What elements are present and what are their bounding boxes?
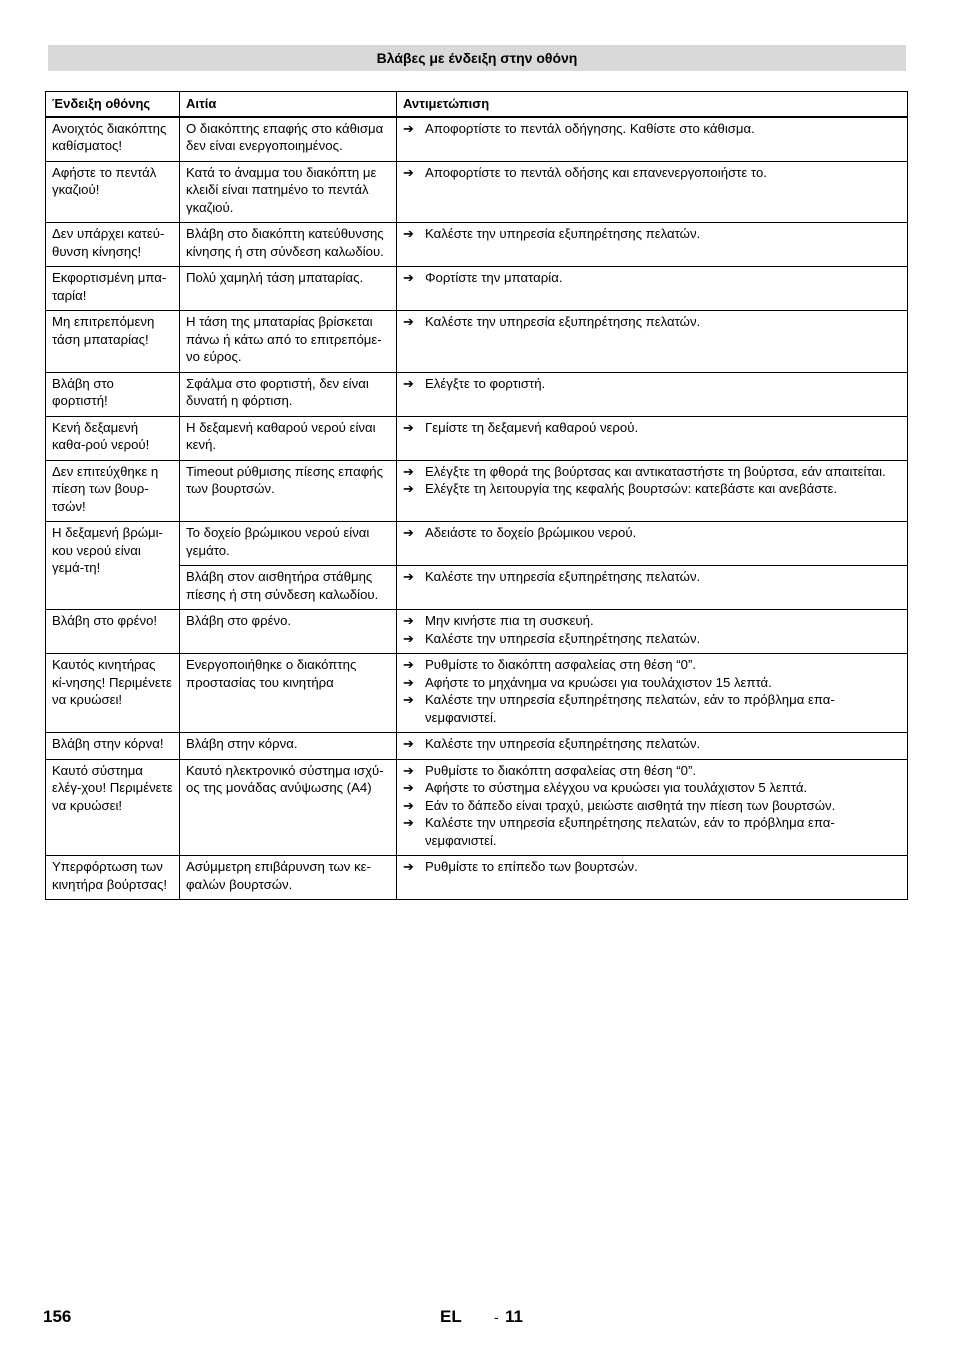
remedy-item	[403, 375, 901, 393]
display-message-cell: Κενή δεξαμενή καθα-ρού νερού!	[46, 416, 180, 460]
cause-cell: Η τάση της μπαταρίας βρίσκεται πάνω ή κάτω από το επιτρεπόμε-νο εύρος.	[180, 311, 397, 373]
remedy-item	[403, 691, 901, 726]
remedy-cell	[397, 416, 908, 460]
header-cause: Αιτία	[180, 92, 397, 117]
arrow-right-icon: ➔	[403, 797, 414, 813]
remedy-cell	[397, 311, 908, 373]
display-message-cell: Βλάβη στην κόρνα!	[46, 733, 180, 760]
table-body	[46, 117, 908, 900]
remedy-item	[403, 524, 901, 542]
display-message-cell: Υπερφόρτωση των κινητήρα βούρτσας!	[46, 856, 180, 900]
remedy-text: Ρυθμίστε το διακόπτη ασφαλείας στη θέση “0”.	[425, 762, 697, 778]
arrow-right-icon: ➔	[403, 815, 414, 830]
arrow-right-icon: ➔	[403, 762, 414, 778]
arrow-right-icon: ➔	[403, 736, 414, 751]
remedy-text: Αφήστε το μηχάνημα να κρυώσει για τουλάχιστον 15 λεπτά.	[425, 674, 772, 690]
remedy-text: Αδειάστε το δοχείο βρώμικου νερού.	[425, 525, 637, 540]
remedy-item	[403, 463, 901, 481]
arrow-right-icon: ➔	[403, 657, 414, 672]
cause-cell: Βλάβη στον αισθητήρα στάθμης πίεσης ή στη σύνδεση καλωδίου.	[180, 566, 397, 610]
header-display: Ένδειξη οθόνης	[46, 92, 180, 117]
arrow-right-icon: ➔	[403, 226, 414, 241]
footer-separator: -	[494, 1309, 499, 1325]
remedy-cell	[397, 522, 908, 566]
arrow-right-icon: ➔	[403, 525, 414, 540]
page-number: 156	[43, 1307, 72, 1326]
arrow-right-icon: ➔	[403, 630, 414, 646]
table-row	[46, 654, 908, 733]
arrow-right-icon: ➔	[403, 419, 414, 435]
arrow-right-icon: ➔	[403, 692, 414, 707]
cause-cell: Πολύ χαμηλή τάση μπαταρίας.	[180, 267, 397, 311]
remedy-text: Ρυθμίστε το διακόπτη ασφαλείας στη θέση “0”.	[425, 657, 697, 672]
remedy-item	[403, 612, 901, 630]
display-message-cell: Δεν επιτεύχθηκε η πίεση των βουρ-τσών!	[46, 460, 180, 522]
display-message-cell: Αφήστε το πεντάλ γκαζιού!	[46, 161, 180, 223]
remedy-item	[403, 674, 901, 692]
remedy-item	[403, 630, 901, 648]
cause-cell: Βλάβη στην κόρνα.	[180, 733, 397, 760]
cause-cell: Σφάλμα στο φορτιστή, δεν είναι δυνατή η φόρτιση.	[180, 372, 397, 416]
table-row	[46, 311, 908, 373]
table-row	[46, 223, 908, 267]
remedy-item	[403, 164, 901, 182]
remedy-item	[403, 419, 901, 437]
remedy-text: Καλέστε την υπηρεσία εξυπηρέτησης πελατών.	[425, 569, 701, 584]
remedy-cell	[397, 610, 908, 654]
table-row	[46, 372, 908, 416]
remedy-text: Μην κινήστε πια τη συσκευή.	[425, 613, 594, 628]
remedy-text: Εάν το δάπεδο είναι τραχύ, μειώστε αισθητά την πίεση των βουρτσών.	[425, 797, 836, 813]
arrow-right-icon: ➔	[403, 120, 414, 136]
remedy-item	[403, 797, 901, 815]
cause-cell: Ενεργοποιήθηκε ο διακόπτης προστασίας του κινητήρα	[180, 654, 397, 733]
remedy-cell	[397, 654, 908, 733]
table-header-row	[46, 92, 908, 117]
remedy-text: Γεμίστε τη δεξαμενή καθαρού νερού.	[425, 419, 639, 435]
arrow-right-icon: ➔	[403, 674, 414, 690]
cause-cell: Καυτό ηλεκτρονικό σύστημα ισχύ-ος της μονάδας ανύψωσης (A4)	[180, 759, 397, 856]
arrow-right-icon: ➔	[403, 164, 414, 180]
cause-cell: Ασύμμετρη επιβάρυνση των κε-φαλών βουρτσών.	[180, 856, 397, 900]
remedy-text: Αποφορτίστε το πεντάλ οδήσης και επανενεργοποιήστε το.	[425, 164, 767, 180]
cause-cell: Ο διακόπτης επαφής στο κάθισμα δεν είναι ενεργοποιημένος.	[180, 117, 397, 161]
remedy-cell	[397, 223, 908, 267]
table-row	[46, 117, 908, 161]
remedy-cell	[397, 372, 908, 416]
remedy-text: Ελέγξτε τη λειτουργία της κεφαλής βουρτσών: κατεβάστε και ανεβάστε.	[425, 481, 838, 496]
display-message-cell: Βλάβη στο φρένο!	[46, 610, 180, 654]
arrow-right-icon: ➔	[403, 569, 414, 584]
arrow-right-icon: ➔	[403, 780, 414, 795]
remedy-text: Αφήστε το σύστημα ελέγχου να κρυώσει για τουλάχιστον 5 λεπτά.	[425, 780, 808, 795]
remedy-text: Καλέστε την υπηρεσία εξυπηρέτησης πελατών.	[425, 314, 701, 329]
display-message-cell: Η δεξαμενή βρώμι-κου νερού είναι γεμά-τη!	[46, 522, 180, 610]
table-row	[46, 856, 908, 900]
remedy-cell	[397, 161, 908, 223]
remedy-item	[403, 568, 901, 586]
remedy-text: Ελέγξτε το φορτιστή.	[425, 375, 546, 391]
table-row	[46, 759, 908, 856]
table-row	[46, 267, 908, 311]
remedy-item	[403, 225, 901, 243]
display-message-cell: Ανοιχτός διακόπτης καθίσματος!	[46, 117, 180, 161]
remedy-item	[403, 480, 901, 498]
table-row	[46, 416, 908, 460]
arrow-right-icon: ➔	[403, 270, 414, 285]
fault-table	[45, 91, 908, 900]
table-row	[46, 522, 908, 566]
remedy-text: Ρυθμίστε το επίπεδο των βουρτσών.	[425, 859, 638, 874]
remedy-cell	[397, 856, 908, 900]
remedy-text: Αποφορτίστε το πεντάλ οδήγησης. Καθίστε στο κάθισμα.	[425, 120, 755, 136]
remedy-cell	[397, 566, 908, 610]
remedy-cell	[397, 117, 908, 161]
cause-cell: Βλάβη στο φρένο.	[180, 610, 397, 654]
remedy-text: Καλέστε την υπηρεσία εξυπηρέτησης πελατών, εάν το πρόβλημα επα-νεμφανιστεί.	[425, 815, 835, 848]
table-row	[46, 460, 908, 522]
remedy-cell	[397, 267, 908, 311]
arrow-right-icon: ➔	[403, 375, 414, 391]
remedy-text: Καλέστε την υπηρεσία εξυπηρέτησης πελατών, εάν το πρόβλημα επα-νεμφανιστεί.	[425, 692, 835, 725]
remedy-item	[403, 120, 901, 138]
remedy-item	[403, 313, 901, 331]
remedy-text: Καλέστε την υπηρεσία εξυπηρέτησης πελατών.	[425, 736, 701, 751]
remedy-item	[403, 269, 901, 287]
remedy-text: Καλέστε την υπηρεσία εξυπηρέτησης πελατών.	[425, 630, 701, 646]
cause-cell: Βλάβη στο διακόπτη κατεύθυνσης κίνησης ή στη σύνδεση καλωδίου.	[180, 223, 397, 267]
remedy-cell	[397, 460, 908, 522]
cause-cell: Το δοχείο βρώμικου νερού είναι γεμάτο.	[180, 522, 397, 566]
table-row	[46, 733, 908, 760]
display-message-cell: Καυτό σύστημα ελέγ-χου! Περιμένετε να κρυώσει!	[46, 759, 180, 856]
remedy-item	[403, 762, 901, 780]
remedy-text: Ελέγξτε τη φθορά της βούρτσας και αντικαταστήστε τη βούρτσα, εάν απαιτείται.	[425, 463, 886, 479]
remedy-item	[403, 735, 901, 753]
section-number: 11	[505, 1307, 523, 1326]
remedy-item	[403, 779, 901, 797]
cause-cell: Κατά το άναμμα του διακόπτη με κλειδί είναι πατημένο το πεντάλ γκαζιού.	[180, 161, 397, 223]
remedy-text: Καλέστε την υπηρεσία εξυπηρέτησης πελατών.	[425, 226, 701, 241]
display-message-cell: Μη επιτρεπόμενη τάση μπαταρίας!	[46, 311, 180, 373]
section-title: Βλάβες με ένδειξη στην οθόνη	[48, 45, 906, 71]
table-row	[46, 610, 908, 654]
display-message-cell: Βλάβη στο φορτιστή!	[46, 372, 180, 416]
remedy-cell	[397, 733, 908, 760]
arrow-right-icon: ➔	[403, 613, 414, 628]
arrow-right-icon: ➔	[403, 859, 414, 874]
cause-cell: Timeout ρύθμισης πίεσης επαφής των βουρτσών.	[180, 460, 397, 522]
display-message-cell: Καυτός κινητήρας κί-νησης! Περιμένετε να κρυώσει!	[46, 654, 180, 733]
remedy-item	[403, 814, 901, 849]
language-code: EL	[440, 1307, 462, 1326]
table-row	[46, 161, 908, 223]
display-message-cell: Εκφορτισμένη μπα-ταρία!	[46, 267, 180, 311]
remedy-cell	[397, 759, 908, 856]
arrow-right-icon: ➔	[403, 481, 414, 496]
remedy-item	[403, 656, 901, 674]
cause-cell: Η δεξαμενή καθαρού νερού είναι κενή.	[180, 416, 397, 460]
display-message-cell: Δεν υπάρχει κατεύ-θυνση κίνησης!	[46, 223, 180, 267]
remedy-item	[403, 858, 901, 876]
header-remedy: Αντιμετώπιση	[397, 92, 908, 117]
remedy-text: Φορτίστε την μπαταρία.	[425, 270, 563, 285]
arrow-right-icon: ➔	[403, 463, 414, 479]
arrow-right-icon: ➔	[403, 314, 414, 329]
